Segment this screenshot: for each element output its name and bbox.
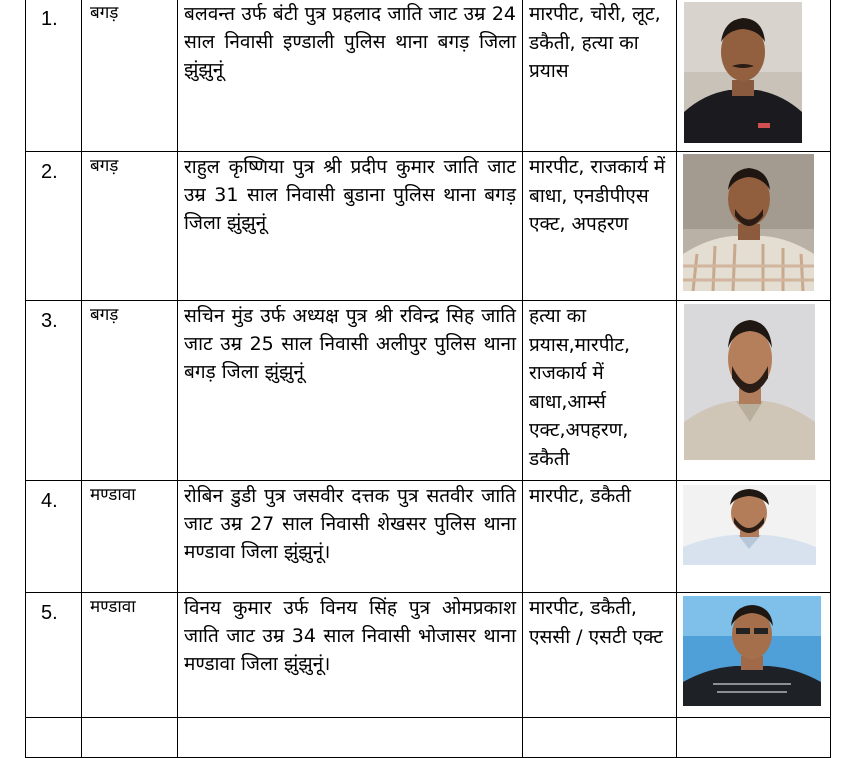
details-cell <box>178 152 523 301</box>
serial-number: 1. <box>41 8 58 30</box>
police-station: बगड़ <box>90 305 119 325</box>
police-station-cell <box>82 301 178 481</box>
serial-cell <box>26 481 82 593</box>
accused-photo <box>683 154 814 291</box>
accused-details: बलवन्त उर्फ बंटी पुत्र प्रहलाद जाति जाट उम्र 24 साल निवासी इण्डाली पुलिस थाना बगड़ जिला झुंझुनूं <box>184 3 516 81</box>
police-station-cell <box>82 0 178 152</box>
photo-cell <box>677 593 831 718</box>
serial-number: 5. <box>41 602 58 624</box>
accused-photo <box>683 596 821 706</box>
serial-cell <box>26 0 82 152</box>
serial-number: 2. <box>41 161 58 183</box>
table-row <box>26 152 831 301</box>
crime-list: मारपीट, राजकार्य में बाधा, एनडीपीएस एक्ट, अपहरण <box>529 156 666 235</box>
police-station: मण्डावा <box>90 485 136 505</box>
serial-cell <box>26 152 82 301</box>
details-cell <box>178 301 523 481</box>
accused-details: रोबिन डुडी पुत्र जसवीर दत्तक पुत्र सतवीर जाति जाट उम्र 27 साल निवासी शेखसर पुलिस थाना मण्डावा जिला झुंझुनूं। <box>184 485 516 563</box>
police-station-cell <box>82 481 178 593</box>
details-cell <box>178 481 523 593</box>
police-station: मण्डावा <box>90 597 136 617</box>
crime-list: मारपीट, डकैती, एससी / एसटी एक्ट <box>529 597 663 648</box>
photo-cell <box>677 301 831 481</box>
photo-cell <box>677 0 831 152</box>
photo-cell <box>677 481 831 593</box>
crimes-cell <box>523 481 677 593</box>
crimes-cell <box>523 593 677 718</box>
details-cell <box>178 0 523 152</box>
table-row <box>26 481 831 593</box>
serial-number: 4. <box>41 490 58 512</box>
serial-number: 3. <box>41 310 58 332</box>
accused-photo <box>683 485 816 565</box>
photo-cell <box>677 152 831 301</box>
police-station: बगड़ <box>90 3 119 23</box>
crimes-cell <box>523 301 677 481</box>
table-row <box>26 593 831 718</box>
accused-details: विनय कुमार उर्फ विनय सिंह पुत्र ओमप्रकाश जाति जाट उम्र 34 साल निवासी भोजासर थाना मण्डावा जिला झुंझुनूं। <box>184 597 516 675</box>
crimes-cell <box>523 0 677 152</box>
accused-photo <box>684 2 802 143</box>
crime-list: हत्या का प्रयास,मारपीट, राजकार्य में बाधा,आर्म्स एक्ट,अपहरण, डकैती <box>529 305 631 470</box>
serial-cell <box>26 301 82 481</box>
table-row <box>26 301 831 481</box>
crimes-cell <box>523 152 677 301</box>
police-station: बगड़ <box>90 156 119 176</box>
crime-list: मारपीट, चोरी, लूट, डकैती, हत्या का प्रयास <box>529 3 661 82</box>
serial-cell <box>26 593 82 718</box>
table-row <box>26 0 831 152</box>
police-station-cell <box>82 593 178 718</box>
crime-list: मारपीट, डकैती <box>529 485 631 507</box>
details-cell <box>178 593 523 718</box>
police-station-cell <box>82 152 178 301</box>
accused-photo <box>684 304 815 460</box>
accused-table <box>25 0 831 758</box>
accused-details: सचिन मुंड उर्फ अध्यक्ष पुत्र श्री रविन्द्र सिह जाति जाट उम्र 25 साल निवासी अलीपुर पुलिस थाना बगड़ जिला झुंझुनूं <box>184 305 516 383</box>
accused-details: राहुल कृष्णिया पुत्र श्री प्रदीप कुमार जाति जाट उम्र 31 साल निवासी बुडाना पुलिस थाना बगड़ जिला झुंझुनूं <box>184 156 516 234</box>
